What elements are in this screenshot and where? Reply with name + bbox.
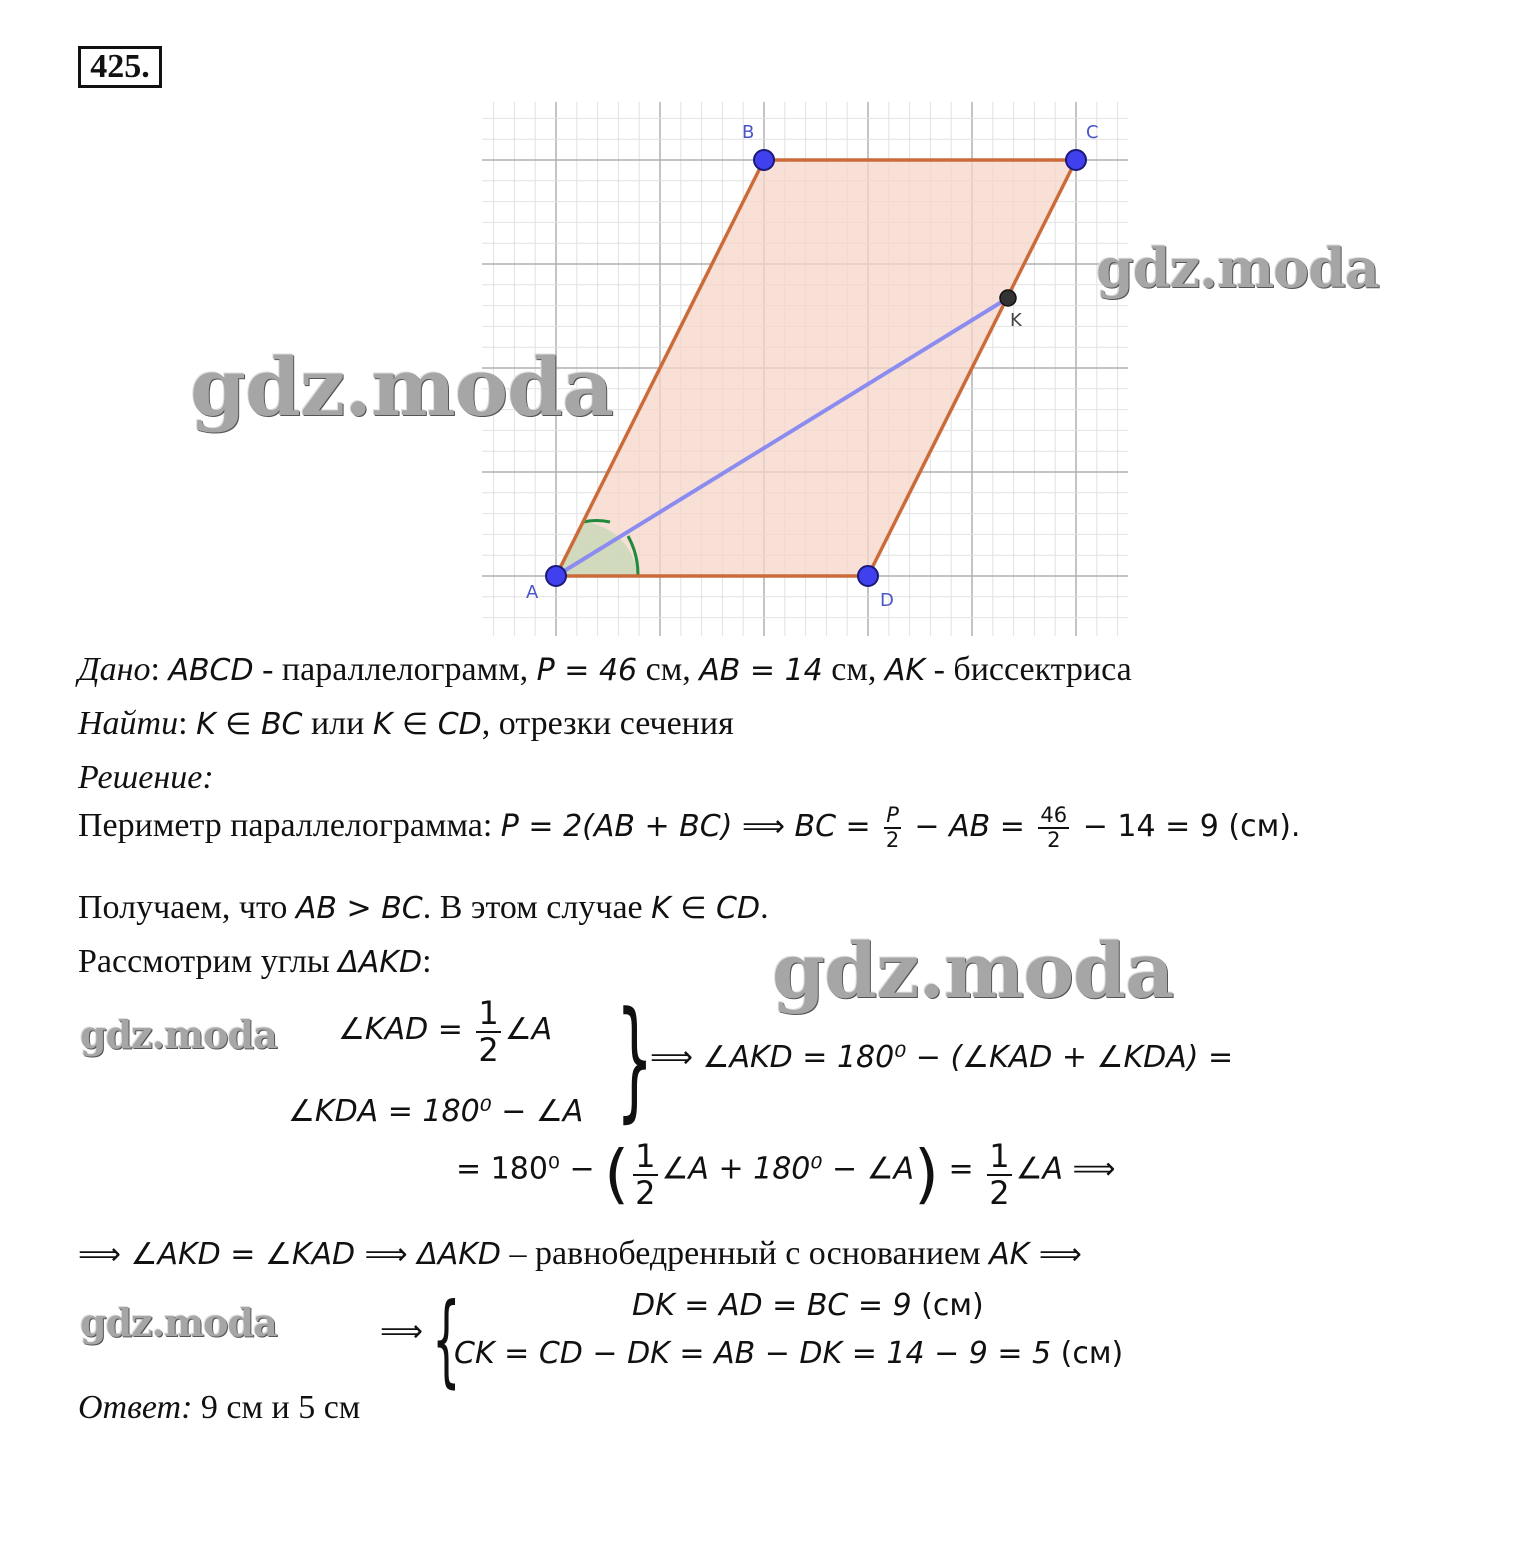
answer-line (78, 1388, 360, 1428)
fraction-denominator: 2 (1047, 828, 1061, 853)
compare-text-1: Получаем, что (78, 889, 296, 926)
compare-math-2: K ∈ CD (651, 891, 761, 926)
angles-intro-text: Рассмотрим углы (78, 943, 339, 980)
perimeter-unit: (см). (1218, 808, 1301, 844)
find-segments: , отрезки сечения (481, 705, 734, 742)
system-2-ck: CK = CD − DK = AB − DK = 14 − 9 = 5 (454, 1336, 1052, 1371)
step-2-d: = (939, 1151, 984, 1187)
given-ab: AB = 14 (699, 653, 823, 688)
fraction-half (476, 996, 500, 1068)
system-1-brace: } (616, 983, 654, 1135)
watermark-3: gdz.moda (772, 926, 1174, 1015)
system-1-kad: ∠KAD = (338, 1012, 473, 1048)
system-2-arrow: ⟹ (380, 1314, 424, 1349)
compare-text-3: . (760, 889, 769, 926)
fraction-numerator: P (884, 804, 901, 829)
system-1-row-1 (338, 996, 552, 1068)
find-or: или (302, 705, 373, 742)
given-figure: ABCD (168, 653, 254, 688)
watermark-5: gdz.moda (80, 1300, 277, 1345)
fraction-p-2 (884, 804, 901, 852)
fraction-denominator: 2 (635, 1174, 656, 1212)
system-1-angle-a: ∠A (504, 1012, 553, 1048)
given-unit-1: см, (637, 651, 700, 688)
given-line: Дано: ABCD - параллелограмм, P = 46 см, AB = 14 см, AK - биссектриса (78, 651, 1132, 688)
find-line: Найти: K ∈ BC или K ∈ CD, отрезки сечения (78, 705, 734, 742)
fraction-half-3 (987, 1136, 1011, 1212)
system-1-row-2: ∠KDA = 180⁰ − ∠A (288, 1094, 584, 1129)
answer-text: 9 см и 5 см (192, 1389, 361, 1426)
perimeter-math-2: − AB = (904, 808, 1035, 844)
answer-label: Ответ: (78, 1389, 193, 1426)
perimeter-text: Периметр параллелограмма: (78, 806, 501, 844)
problem-number: 425. (78, 46, 162, 88)
paren-open: ( (604, 1138, 630, 1212)
fraction-half-2 (633, 1136, 657, 1212)
angles-intro-line (78, 942, 432, 983)
watermark-4: gdz.moda (80, 1012, 277, 1057)
fraction-numerator: 1 (478, 994, 499, 1032)
step-2-f: ∠A ⟹ (1015, 1151, 1116, 1187)
given-perimeter: P = 46 (536, 653, 638, 688)
perimeter-line (78, 804, 1300, 852)
find-k-cd: K ∈ CD (372, 707, 482, 742)
compare-line (78, 888, 769, 929)
fraction-numerator: 1 (989, 1136, 1010, 1175)
solution-label: Решение: (78, 759, 214, 796)
fraction-denominator: 2 (885, 828, 900, 853)
fraction-denominator: 2 (478, 1031, 499, 1070)
fraction-numerator: 46 (1038, 804, 1069, 829)
given-label: Дано (78, 651, 151, 688)
step-2-a: = 180⁰ − (456, 1151, 605, 1187)
fraction-numerator: 1 (635, 1136, 656, 1175)
system-2-unit-1: (см) (911, 1288, 984, 1323)
compare-text-2: . В этом случае (422, 889, 652, 926)
system-2-row-2 (454, 1336, 1123, 1371)
given-unit-2: см, (822, 651, 885, 688)
conclusion-line (78, 1234, 1082, 1275)
label-b: B (742, 122, 755, 143)
label-a: A (526, 582, 539, 603)
system-2-unit-2: (см) (1051, 1336, 1124, 1371)
label-k: K (1010, 310, 1022, 331)
solution-label-text: Решение (78, 759, 203, 796)
conclusion-text: – равнобедренный с основанием (501, 1235, 990, 1272)
point-d (858, 566, 878, 586)
conclusion-math-2: AK ⟹ (989, 1237, 1082, 1272)
label-c: C (1086, 122, 1099, 143)
find-k-bc: K ∈ BC (196, 707, 303, 742)
fraction-46-2 (1038, 804, 1069, 852)
label-d: D (880, 590, 894, 611)
perimeter-math-3: − 14 = 9 (1073, 808, 1219, 844)
paren-close: ) (914, 1138, 940, 1212)
given-ak: AK (884, 653, 926, 688)
compare-math-1: AB > BC (295, 891, 423, 926)
system-2-row-1 (632, 1288, 984, 1323)
perimeter-math-1: P = 2(AB + BC) ⟹ BC = (500, 808, 881, 844)
conclusion-math-1: ⟹ ∠AKD = ∠KAD ⟹ ΔAKD (78, 1237, 502, 1272)
point-a (546, 566, 566, 586)
fraction-denominator: 2 (989, 1174, 1010, 1212)
point-c (1066, 150, 1086, 170)
watermark-2: gdz.moda (1096, 236, 1379, 300)
system-1-result: ⟹ ∠AKD = 180⁰ − (∠KAD + ∠KDA) = (650, 1040, 1234, 1075)
given-bisector: - биссектриса (925, 651, 1132, 688)
given-text: - параллелограмм, (253, 651, 537, 688)
find-label: Найти (78, 705, 179, 742)
system-2-dk: DK = AD = BC = 9 (632, 1288, 912, 1323)
point-b (754, 150, 774, 170)
watermark-1: gdz.moda (190, 340, 613, 434)
angles-intro-colon: : (422, 943, 432, 980)
angles-intro-math: ΔAKD (338, 945, 423, 980)
point-k (1000, 290, 1016, 306)
angle-arc-outer (583, 520, 610, 522)
step-2-line (456, 1138, 1116, 1212)
step-2-c: ∠A + 180⁰ − ∠A (661, 1151, 915, 1187)
system-2-brace: { (432, 1281, 461, 1398)
